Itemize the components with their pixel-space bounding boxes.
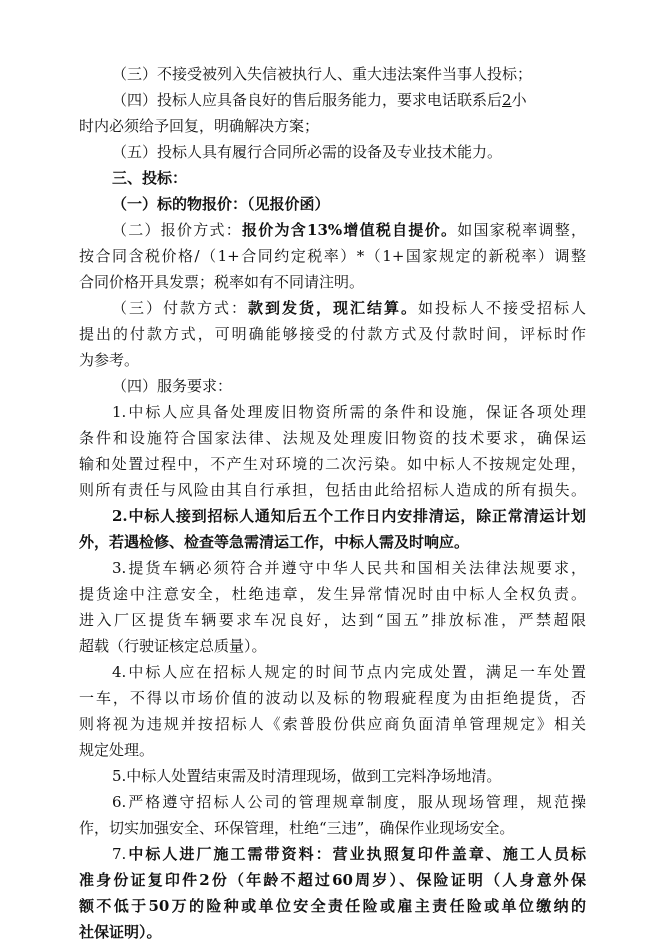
text-run: 2.中标人接到招标人通知后五个工作日内安排清运，除正常清运计划 <box>112 507 586 525</box>
service-item-3-line <box>112 555 586 581</box>
text-run: 输和处置过程中，不产生对环境的二次污染。如中标人不按规定处理， <box>79 455 586 473</box>
service-item-6-continuation <box>0 815 662 841</box>
service-item-3-continuation <box>79 607 586 633</box>
text-run: 则将视为违规并按招标人《索普股份供应商负面清单管理规定》相关 <box>79 715 586 733</box>
service-item-7-continuation <box>79 867 586 893</box>
text-run: 报价为含13%增值税自提价。 <box>242 221 458 239</box>
service-item-1-continuation <box>79 477 586 503</box>
text-run: 规定处理。 <box>79 741 155 759</box>
quotation-method-continuation <box>79 243 586 269</box>
service-item-6-line <box>112 789 586 815</box>
text-run: （四）服务要求： <box>112 377 233 395</box>
quotation-method-line <box>112 217 586 243</box>
text-run: 按合同含税价格/（1+合同约定税率）*（1+国家规定的新税率）调整 <box>79 247 586 265</box>
text-run: 三、投标： <box>112 169 188 187</box>
text-run: 提出的付款方式，可明确能够接受的付款方式及付款时间，评标时作 <box>79 325 586 343</box>
service-item-7-continuation <box>79 893 586 919</box>
service-item-2-line <box>112 503 586 529</box>
text-run: （二）报价方式： <box>112 221 243 239</box>
text-run: 提货途中注意安全，杜绝违章，发生异常情况时由中标人全权负责。 <box>79 585 586 603</box>
text-run: 7. <box>112 845 127 863</box>
service-item-4-continuation <box>79 685 586 711</box>
service-item-5-line <box>0 763 662 789</box>
text-run: 条件和设施符合国家法律、法规及处理废旧物资的技术要求，确保运 <box>79 429 586 447</box>
quotation-method-end <box>0 269 662 295</box>
text-run: 超载（行驶证核定总质量）。 <box>79 637 267 655</box>
text-run: 5.中标人处置结束需及时清理现场，做到工完料净场地清。 <box>112 767 502 785</box>
text-run: 4.中标人应在招标人规定的时间节点内完成处置，满足一车处置 <box>112 663 586 681</box>
service-item-1-continuation <box>79 451 586 477</box>
text-run: （一）标的物报价：（见报价函） <box>112 195 330 213</box>
text-run: 作，切实加强安全、环保管理，杜绝“三违”，确保作业现场安全。 <box>79 819 515 837</box>
subject-quotation-heading <box>0 191 662 217</box>
payment-method-line <box>112 295 586 321</box>
text-run: 1.中标人应具备处理废旧物资所需的条件和设施，保证各项处理 <box>112 403 586 421</box>
text-run: 外，若遇检修、检查等急需清运工作，中标人需及时响应。 <box>79 533 470 551</box>
text-run: 3.提货车辆必须符合并遵守中华人民共和国相关法律法规要求， <box>112 559 586 577</box>
text-run: 6.严格遵守招标人公司的管理规章制度，服从现场管理，规范操 <box>112 793 586 811</box>
clause-3-5-line <box>0 139 662 165</box>
text-run: 社保证明）。 <box>79 923 162 941</box>
text-run: 为参考。 <box>79 351 140 369</box>
text-run: 合同价格开具发票；税率如有不同请注明。 <box>79 273 365 291</box>
service-item-7-line <box>112 841 586 867</box>
text-run: 款到发货，现汇结算。 <box>248 299 418 317</box>
text-run: （五）投标人具有履行合同所必需的设备及专业技术能力。 <box>112 143 503 161</box>
text-run: 准身份证复印件2份（年龄不超过60周岁）、保险证明（人身意外保 <box>79 871 586 889</box>
service-item-4-end <box>0 737 662 763</box>
clause-3-4-line <box>0 87 662 113</box>
text-run: 中标人进厂施工需带资料：营业执照复印件盖章、施工人员标 <box>126 845 586 863</box>
text-run: 时内必须给予回复，明确解决方案； <box>79 117 320 135</box>
clause-3-4-continuation <box>0 113 662 139</box>
text-run: 如投标人不接受招标人 <box>417 299 586 317</box>
service-item-3-end <box>0 633 662 659</box>
payment-method-end <box>0 347 662 373</box>
text-run: 2 <box>502 91 512 109</box>
text-run: 一车，不得以市场价值的波动以及标的物瑕疵程度为由拒绝提货，否 <box>79 689 586 707</box>
text-run: （三）不接受被列入失信被执行人、重大违法案件当事人投标； <box>112 65 533 83</box>
text-run: 额不低于50万的险种或单位安全责任险或雇主责任险或单位缴纳的 <box>79 897 586 915</box>
clause-3-3-line <box>0 61 662 87</box>
service-item-7-end <box>0 919 662 945</box>
service-item-1-continuation <box>79 425 586 451</box>
service-item-2-continuation <box>0 529 662 555</box>
service-item-4-line <box>112 659 586 685</box>
payment-method-continuation <box>79 321 586 347</box>
text-run: （四）投标人应具备良好的售后服务能力，要求电话联系后 <box>112 91 503 109</box>
service-requirements-heading <box>0 373 662 399</box>
section-heading-bidding <box>0 165 662 191</box>
text-run: 则所有责任与风险由其自行承担，包括由此给招标人造成的所有损失。 <box>79 481 586 499</box>
text-run: （三）付款方式： <box>112 299 248 317</box>
text-run: 进入厂区提货车辆要求车况良好，达到“国五”排放标准，严禁超限 <box>79 611 586 629</box>
text-run: 小 <box>511 91 527 109</box>
service-item-1-line <box>112 399 586 425</box>
text-run: 如国家税率调整， <box>457 221 586 239</box>
service-item-4-continuation <box>79 711 586 737</box>
service-item-3-continuation <box>79 581 586 607</box>
